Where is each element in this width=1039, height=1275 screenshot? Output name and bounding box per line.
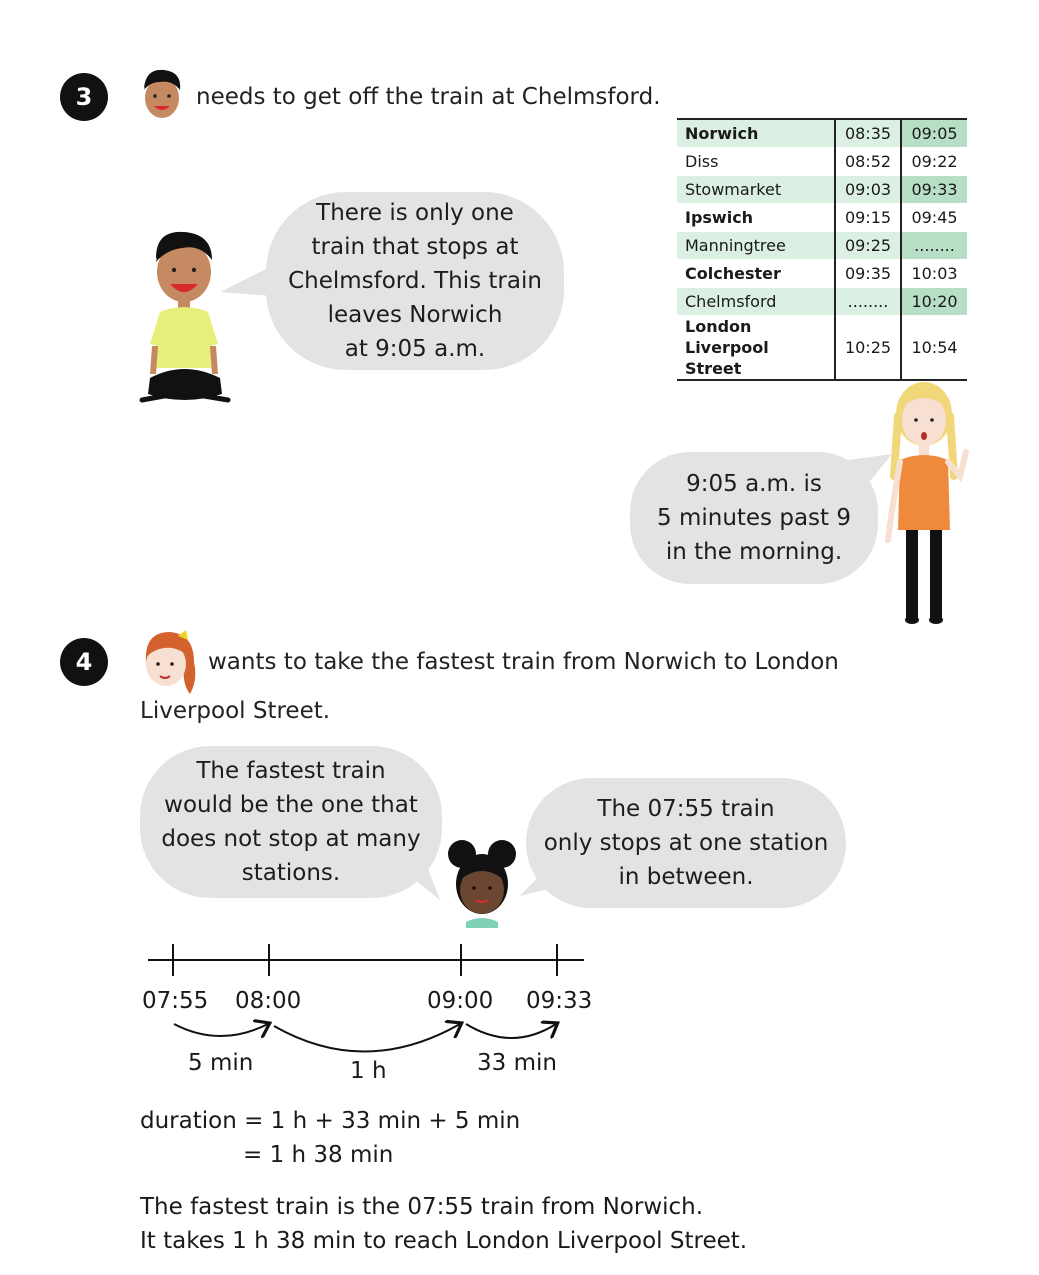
boy-speech-bubble: There is only one train that stops at Chelmsford. This train leaves Norwich at 9:05 a.m.	[266, 192, 564, 370]
section4-intro-line2: Liverpool Street.	[140, 698, 331, 724]
section3-intro: needs to get off the train at Chelmsford.	[196, 84, 661, 110]
interval-label: 5 min	[188, 1050, 254, 1076]
tick-label: 07:55	[142, 988, 209, 1014]
standing-girl-illustration	[884, 380, 974, 626]
girl-with-buns-illustration	[444, 836, 520, 928]
girl-speech-bubble: 9:05 a.m. is 5 minutes past 9 in the morning.	[630, 452, 878, 584]
interval-label: 1 h	[350, 1058, 387, 1084]
bubble-tail	[396, 862, 446, 904]
conclusion-line1: The fastest train is the 07:55 train from Norwich.	[140, 1194, 704, 1220]
boy-face-icon	[138, 66, 186, 124]
table-row: London Liverpool Street 10:25 10:54	[677, 315, 967, 380]
question-number-4: 4	[60, 638, 108, 686]
interval-label: 33 min	[477, 1050, 557, 1076]
bubble-tail	[516, 856, 562, 900]
bubble-tail	[216, 262, 276, 302]
table-row: Chelmsford ........ 10:20	[677, 287, 967, 315]
table-row: Colchester 09:35 10:03	[677, 259, 967, 287]
table-row: Norwich 08:35 09:05	[677, 119, 967, 147]
table-row: Stowmarket 09:03 09:33	[677, 175, 967, 203]
table-row: Diss 08:52 09:22	[677, 147, 967, 175]
duration-line2: = 1 h 38 min	[243, 1142, 394, 1168]
conclusion-line2: It takes 1 h 38 min to reach London Liverpool Street.	[140, 1228, 748, 1254]
duration-line1: duration = 1 h + 33 min + 5 min	[140, 1108, 521, 1134]
girl-face-icon	[138, 628, 198, 696]
table-row: Manningtree 09:25 ........	[677, 231, 967, 259]
section4-intro-line1: wants to take the fastest train from Norwich to London	[208, 649, 839, 675]
tick-label: 08:00	[235, 988, 302, 1014]
question-number-3: 3	[60, 73, 108, 121]
train-timetable	[677, 118, 967, 381]
sitting-boy-illustration	[138, 228, 233, 406]
right-speech-bubble: The 07:55 train only stops at one station in between.	[526, 778, 846, 908]
left-speech-bubble: The fastest train would be the one that does not stop at many stations.	[140, 746, 442, 898]
table-row: Ipswich 09:15 09:45	[677, 203, 967, 231]
tick-label: 09:33	[526, 988, 593, 1014]
tick-label: 09:00	[427, 988, 494, 1014]
